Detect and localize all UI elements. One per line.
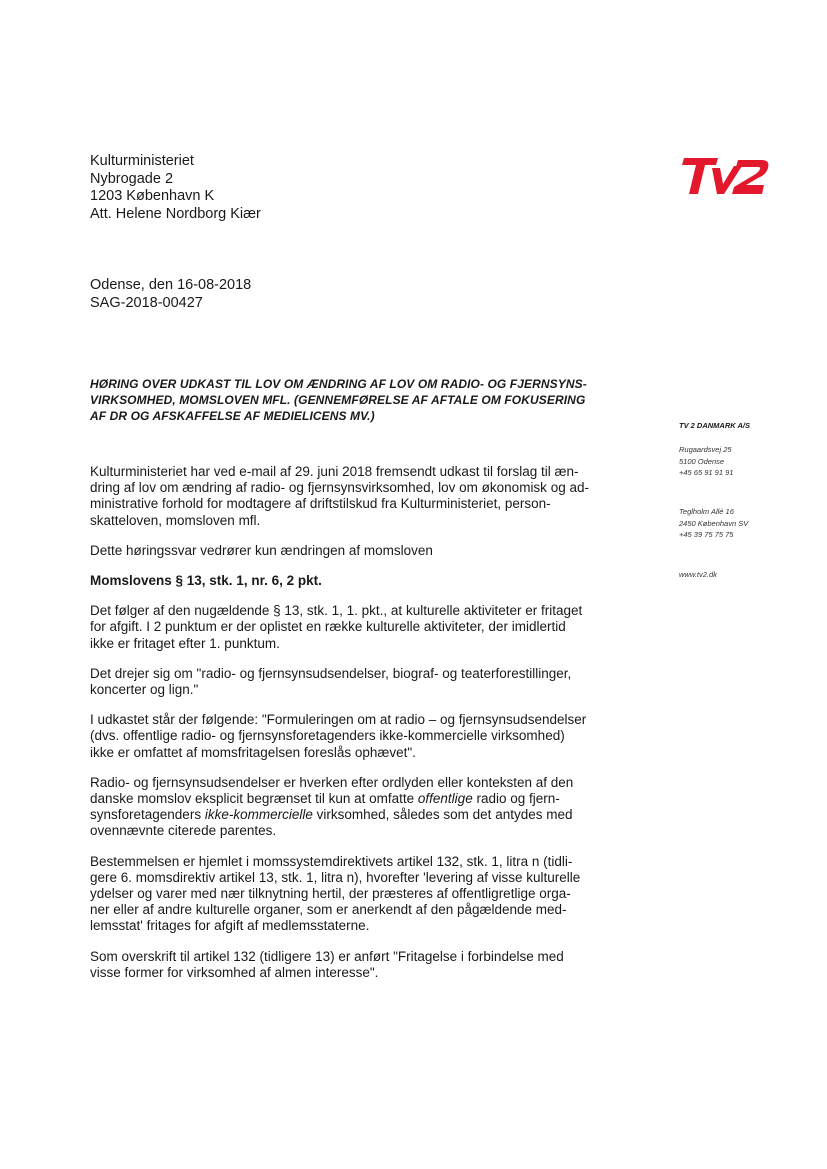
letter-meta [90, 277, 251, 312]
text-line: Dette høringssvar vedrører kun ændringen af momsloven [90, 542, 433, 558]
recipient-address [90, 153, 261, 223]
tv2-logo [678, 156, 770, 196]
title-line: HØRING OVER UDKAST TIL LOV OM ÆNDRING AF LOV OM RADIO- OG FJERNSYNS- [90, 377, 587, 391]
text-fragment: synsforetagenders [90, 807, 205, 823]
text-line: koncerter og lign." [90, 682, 199, 698]
text-line: skatteloven, momsloven mfl. [90, 512, 261, 528]
text-line: for afgift. I 2 punktum er der oplistet en række kulturelle aktiviteter, der imidlertid [90, 619, 566, 635]
text-line: ovennævnte citerede parentes. [90, 823, 277, 839]
paragraph-heading-note [90, 949, 650, 981]
text-line: Det følger af den nugældende § 13, stk. 1, 1. pkt., at kulturelle aktiviteter er fritaget [90, 603, 583, 619]
tv2-logo-icon [682, 158, 768, 194]
paragraph-interpretation [90, 775, 650, 840]
text-line [90, 791, 650, 807]
text-line: visse former for virksomhed af almen interesse". [90, 964, 379, 980]
title-line: VIRKSOMHED, MOMSLOVEN MFL. (GENNEMFØRELSE AF AFTALE OM FOKUSERING [90, 393, 586, 407]
section-heading: Momslovens § 13, stk. 1, nr. 6, 2 pkt. [90, 573, 322, 589]
text-line: ydelser og varer med nær tilknytning hertil, der præsteres af offentligretlige orga- [90, 886, 571, 902]
address-line: Teglholm Allé 16 [679, 507, 734, 516]
text-line [90, 807, 650, 823]
text-line: Bestemmelsen er hjemlet i momssystemdirektivets artikel 132, stk. 1, litra n (tidli- [90, 853, 573, 869]
paragraph-directive [90, 854, 650, 935]
company-name: TV 2 DANMARK A/S [679, 421, 750, 430]
sidebar-address-odense [679, 444, 819, 479]
text-line: dring af lov om ændring af radio- og fjernsynsvirksomhed, lov om økonomisk og ad- [90, 480, 589, 496]
text-fragment: danske momslov eksplicit begrænset til kun at omfatte [90, 791, 418, 807]
paragraph-scope [90, 543, 650, 559]
emphasis: ikke-kommercielle [204, 807, 313, 823]
text-line: lemsstat' fritages for afgift af medlemsstaterne. [90, 918, 370, 934]
recipient-line: Nybrogade 2 [90, 170, 174, 187]
text-line: Det drejer sig om "radio- og fjernsynsudsendelser, biograf- og teaterforestillinger, [90, 665, 572, 681]
website-link[interactable]: www.tv2.dk [679, 570, 717, 579]
recipient-line: 1203 København K [90, 188, 215, 204]
letter-title [90, 376, 650, 424]
text-line: Som overskrift til artikel 132 (tidligere 13) er anført "Fritagelse i forbindelse med [90, 948, 564, 964]
text-line: ner eller af andre kulturelle organer, som er anerkendt af den pågældende med- [90, 902, 567, 918]
paragraph-quote [90, 666, 650, 698]
letter-date: Odense, den 16-08-2018 [90, 277, 252, 293]
text-line: Radio- og fjernsynsudsendelser er hverken efter ordlyden eller konteksten af den [90, 774, 574, 790]
text-fragment: virksomhed, således som det antydes med [312, 807, 573, 823]
case-number: SAG-2018-00427 [90, 294, 203, 311]
recipient-line: Kulturministeriet [90, 153, 194, 169]
sidebar-website [679, 569, 819, 581]
paragraph-draft [90, 712, 650, 761]
text-line: (dvs. offentlige radio- og fjernsynsforetagenders ikke-kommercielle virksomhed) [90, 728, 565, 744]
text-line: ikke er omfattet af momsfritagelsen foreslås ophævet". [90, 744, 416, 760]
phone-number: +45 65 91 91 91 [679, 468, 734, 477]
letter-body [90, 464, 650, 995]
title-line: AF DR OG AFSKAFFELSE AF MEDIELICENS MV.) [90, 409, 375, 423]
text-line: I udkastet står der følgende: "Formuleringen om at radio – og fjernsynsudsendelser [90, 712, 587, 728]
text-fragment: radio og fjern- [472, 791, 560, 807]
paragraph-intro [90, 464, 650, 529]
text-line: Kulturministeriet har ved e-mail af 29. juni 2018 fremsendt udkast til forslag til æn- [90, 464, 579, 479]
emphasis: offentlige [417, 791, 473, 807]
address-line: 5100 Odense [679, 456, 725, 466]
text-line: ministrative forhold for modtagere af driftstilskud fra Kulturministeriet, person- [90, 496, 551, 512]
paragraph-current-law [90, 603, 650, 652]
phone-number: +45 39 75 75 75 [679, 530, 734, 539]
address-line: Rugaardsvej 25 [679, 445, 732, 454]
sidebar-address-copenhagen [679, 506, 819, 541]
text-line: gere 6. momsdirektiv artikel 13, stk. 1, litra n), hvorefter 'levering af visse kulturelle [90, 869, 581, 885]
address-line: 2450 København SV [679, 518, 749, 528]
recipient-line: Att. Helene Nordborg Kiær [90, 205, 261, 222]
sidebar-company [679, 420, 819, 432]
text-line: ikke er fritaget efter 1. punktum. [90, 635, 280, 651]
